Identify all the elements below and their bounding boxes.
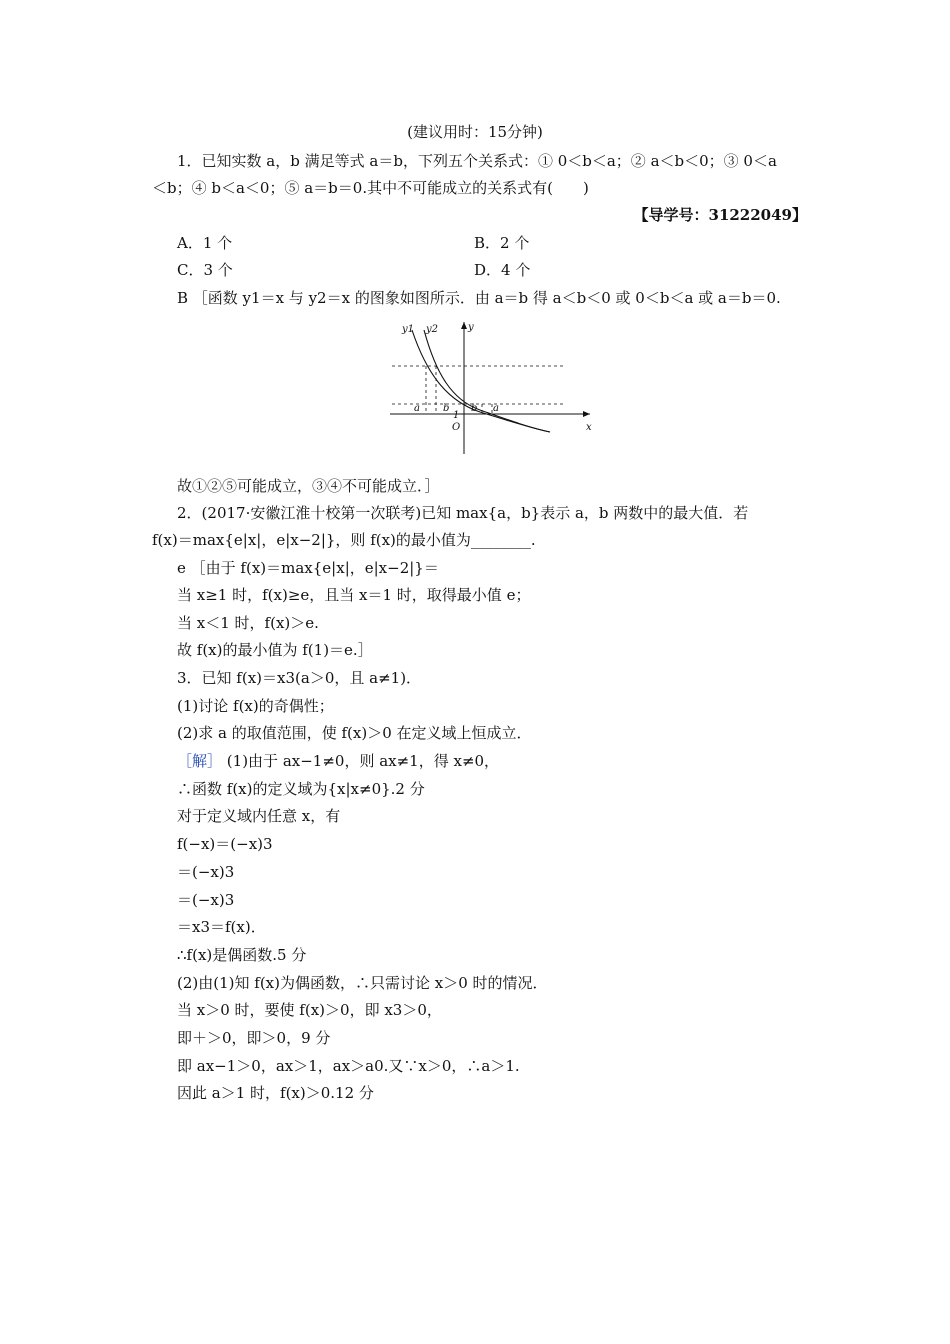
curve-y2 (424, 330, 550, 432)
q1-option-b: B．2 个 (474, 234, 530, 252)
label-y2: y2 (426, 324, 439, 335)
label-a-left: a (414, 403, 420, 414)
x-axis-arrow (583, 411, 590, 417)
q3-line: 因此 a＞1 时，f(x)＞0.12 分 (177, 1084, 374, 1102)
q3-line: ∴f(x)是偶函数.5 分 (177, 946, 307, 964)
label-origin: O (452, 422, 461, 433)
q1-answer: B ［函数 y1＝x 与 y2＝x 的图象如图所示．由 a＝b 得 a＜b＜0 或 0＜b＜a 或 a＝b＝0. (177, 289, 781, 307)
label-a-right: a (493, 403, 499, 414)
time-hint: (建议用时：15分钟) (407, 123, 543, 141)
curve-y1 (412, 330, 550, 432)
q3-line: 当 x＞0 时，要使 f(x)＞0，即 x3＞0， (177, 1001, 442, 1019)
label-y: y (468, 322, 474, 333)
q1-option-c: C．3 个 (177, 261, 233, 279)
q1-conclusion: 故①②⑤可能成立，③④不可能成立．］ (177, 477, 440, 495)
guide-number: 【导学号：31222049】 (633, 206, 807, 224)
q3-line: 对于定义域内任意 x，有 (177, 807, 341, 825)
q3-line: ∴函数 f(x)的定义域为{x|x≠0}.2 分 (177, 780, 425, 798)
exponential-graph (380, 318, 600, 458)
y-axis-arrow (461, 322, 467, 329)
q3-line: (2)由(1)知 f(x)为偶函数，∴只需讨论 x＞0 时的情况． (177, 974, 548, 992)
q3-line: 即 ax−1＞0，ax＞1，ax＞a0.又∵x＞0，∴a＞1. (177, 1057, 520, 1075)
q3-line: ＝(−x)3 (177, 891, 235, 909)
q1-option-a: A．1 个 (177, 234, 233, 252)
q2-stem-line1: 2．(2017·安徽江淮十校第一次联考)已知 max{a，b}表示 a，b 两数中的最大值．若 (177, 504, 749, 522)
label-b-left: b (443, 403, 450, 414)
q3-part1: (1)讨论 f(x)的奇偶性； (177, 697, 334, 715)
solution-tag: ［解］ (177, 752, 223, 770)
label-one: 1 (453, 410, 460, 421)
label-y1: y1 (402, 324, 415, 335)
q1-stem-line2: ＜b；④ b＜a＜0；⑤ a＝b＝0.其中不可能成立的关系式有( ) (152, 179, 589, 197)
q3-solution-first-line (177, 751, 499, 771)
q3-solution-line1: (1)由于 ax−1≠0，则 ax≠1，得 x≠0， (226, 752, 500, 770)
q3-line: ＝(−x)3 (177, 863, 235, 881)
q2-answer-line2: 当 x≥1 时，f(x)≥e，且当 x＝1 时，取得最小值 e； (177, 586, 531, 604)
label-b-right: b (471, 403, 478, 414)
label-x: x (586, 422, 592, 433)
q1-stem-line1: 1．已知实数 a，b 满足等式 a＝b，下列五个关系式：① 0＜b＜a；② a＜b＜0；③ 0＜a (177, 152, 777, 170)
q3-line: f(−x)＝(−x)3 (177, 835, 273, 853)
q2-stem-line2: f(x)＝max{e|x|，e|x−2|}，则 f(x)的最小值为________. (152, 531, 536, 549)
q1-option-d: D．4 个 (474, 261, 531, 279)
q2-answer-line1: e ［由于 f(x)＝max{e|x|，e|x−2|}＝ (177, 559, 439, 577)
q3-part2: (2)求 a 的取值范围，使 f(x)＞0 在定义域上恒成立． (177, 724, 532, 742)
q2-answer-line3: 当 x＜1 时，f(x)＞e. (177, 614, 319, 632)
q3-line: 即＋＞0，即＞0，9 分 (177, 1029, 331, 1047)
q3-stem: 3．已知 f(x)＝x3(a＞0，且 a≠1)． (177, 669, 422, 687)
q2-answer-line4: 故 f(x)的最小值为 f(1)＝e.］ (177, 641, 373, 659)
q3-line: ＝x3＝f(x)． (177, 918, 266, 936)
